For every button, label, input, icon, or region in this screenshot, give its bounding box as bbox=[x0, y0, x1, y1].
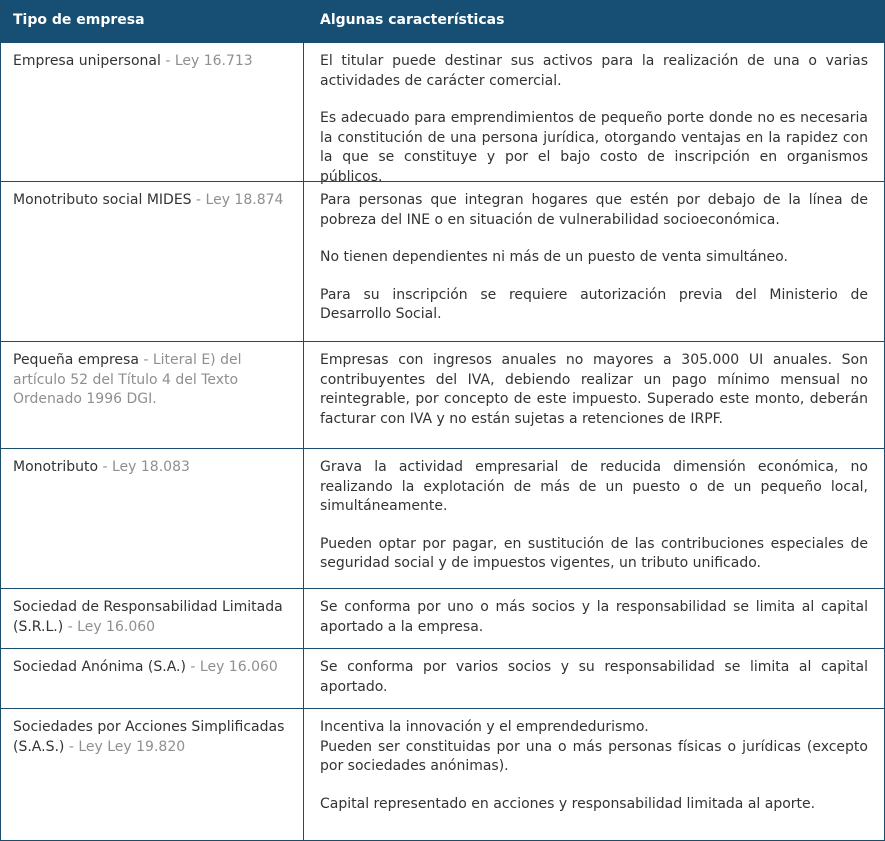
characteristic-text: Se conforma por uno o más socios y la responsabilidad se limita al capital aportado a la empresa. bbox=[320, 599, 868, 635]
characteristic-text: Grava la actividad empresarial de reducida dimensión económica, no realizando la explotación de más de un puesto o de un pequeño local, simultáneamente. bbox=[320, 459, 868, 514]
table-row bbox=[1, 341, 884, 448]
characteristics-cell bbox=[304, 342, 884, 448]
law-reference: - Ley 16.060 bbox=[190, 659, 278, 675]
table-row bbox=[1, 648, 884, 708]
table-row bbox=[1, 708, 884, 841]
type-cell bbox=[1, 589, 304, 648]
characteristic-text: El titular puede destinar sus activos para la realización de una o varias actividades de carácter comercial. bbox=[320, 53, 868, 89]
characteristic-text: Incentiva la innovación y el emprendedurismo. bbox=[320, 719, 649, 735]
characteristics-cell bbox=[304, 449, 884, 588]
table-row bbox=[1, 181, 884, 341]
law-reference: - Literal E) del artículo 52 del Título 4 del Texto Ordenado 1996 DGI. bbox=[13, 352, 242, 407]
type-name: Sociedades por Acciones Simplificadas (S.A.S.) bbox=[13, 719, 285, 755]
law-reference: - Ley 18.874 bbox=[196, 192, 284, 208]
characteristic-text: Empresas con ingresos anuales no mayores a 305.000 UI anuales. Son contribuyentes del IVA, debiendo realizar un pago mínimo mensual no reintegrable, por concepto de este impuesto. Superado este monto, deberán facturar con IVA y no están sujetas a retenciones de IRPF. bbox=[320, 352, 868, 427]
characteristic-text: Para personas que integran hogares que estén por debajo de la línea de pobreza del INE o en situación de vulnerabilidad socioeconómica. bbox=[320, 192, 868, 228]
law-reference: - Ley 18.083 bbox=[102, 459, 190, 475]
law-reference: - Ley Ley 19.820 bbox=[68, 738, 186, 755]
header-type: Tipo de empresa bbox=[13, 12, 145, 28]
law-reference: - Ley 16.713 bbox=[165, 53, 253, 69]
table-row bbox=[1, 42, 884, 185]
type-name: Sociedad Anónima (S.A.) bbox=[13, 659, 186, 675]
characteristic-text: No tienen dependientes ni más de un puesto de venta simultáneo. bbox=[320, 249, 788, 265]
characteristics-cell bbox=[304, 649, 884, 708]
type-name: Monotributo bbox=[13, 459, 99, 475]
type-cell bbox=[1, 449, 304, 588]
characteristic-text: Pueden ser constituidas por una o más personas físicas o jurídicas (excepto por sociedades anónimas). bbox=[320, 738, 868, 774]
characteristics-cell bbox=[304, 589, 884, 648]
type-name: Empresa unipersonal bbox=[13, 53, 161, 69]
characteristic-text: Se conforma por varios socios y su responsabilidad se limita al capital aportado. bbox=[320, 659, 868, 695]
type-name: Monotributo social MIDES bbox=[13, 192, 192, 208]
characteristic-text: Pueden optar por pagar, en sustitución de las contribuciones especiales de seguridad social y de impuestos vigentes, un tributo unificado. bbox=[320, 535, 868, 571]
table-row bbox=[1, 588, 884, 648]
law-reference: - Ley 16.060 bbox=[67, 618, 156, 635]
type-cell bbox=[1, 43, 304, 181]
type-cell bbox=[1, 649, 304, 708]
characteristics-cell bbox=[304, 182, 884, 341]
characteristic-text: Es adecuado para emprendimientos de pequeño porte donde no es necesaria la constitución de una persona jurídica, otorgando ventajas en la rapidez con la que se constituye y por el bajo costo de inscripción en organismos públicos. bbox=[320, 110, 868, 185]
type-cell bbox=[1, 342, 304, 448]
characteristics-cell bbox=[304, 43, 884, 185]
characteristic-text: Para su inscripción se requiere autorización previa del Ministerio de Desarrollo Social. bbox=[320, 286, 868, 322]
type-cell bbox=[1, 182, 304, 341]
characteristic-text: Capital representado en acciones y responsabilidad limitada al aporte. bbox=[320, 795, 816, 812]
table-row bbox=[1, 448, 884, 588]
type-name: Sociedad de Responsabilidad Limitada (S.R.L.) bbox=[13, 599, 283, 635]
type-name: Pequeña empresa bbox=[13, 352, 139, 368]
table-header bbox=[1, 0, 884, 42]
header-characteristics: Algunas características bbox=[320, 12, 505, 28]
characteristics-cell bbox=[304, 709, 884, 841]
type-cell bbox=[1, 709, 304, 841]
